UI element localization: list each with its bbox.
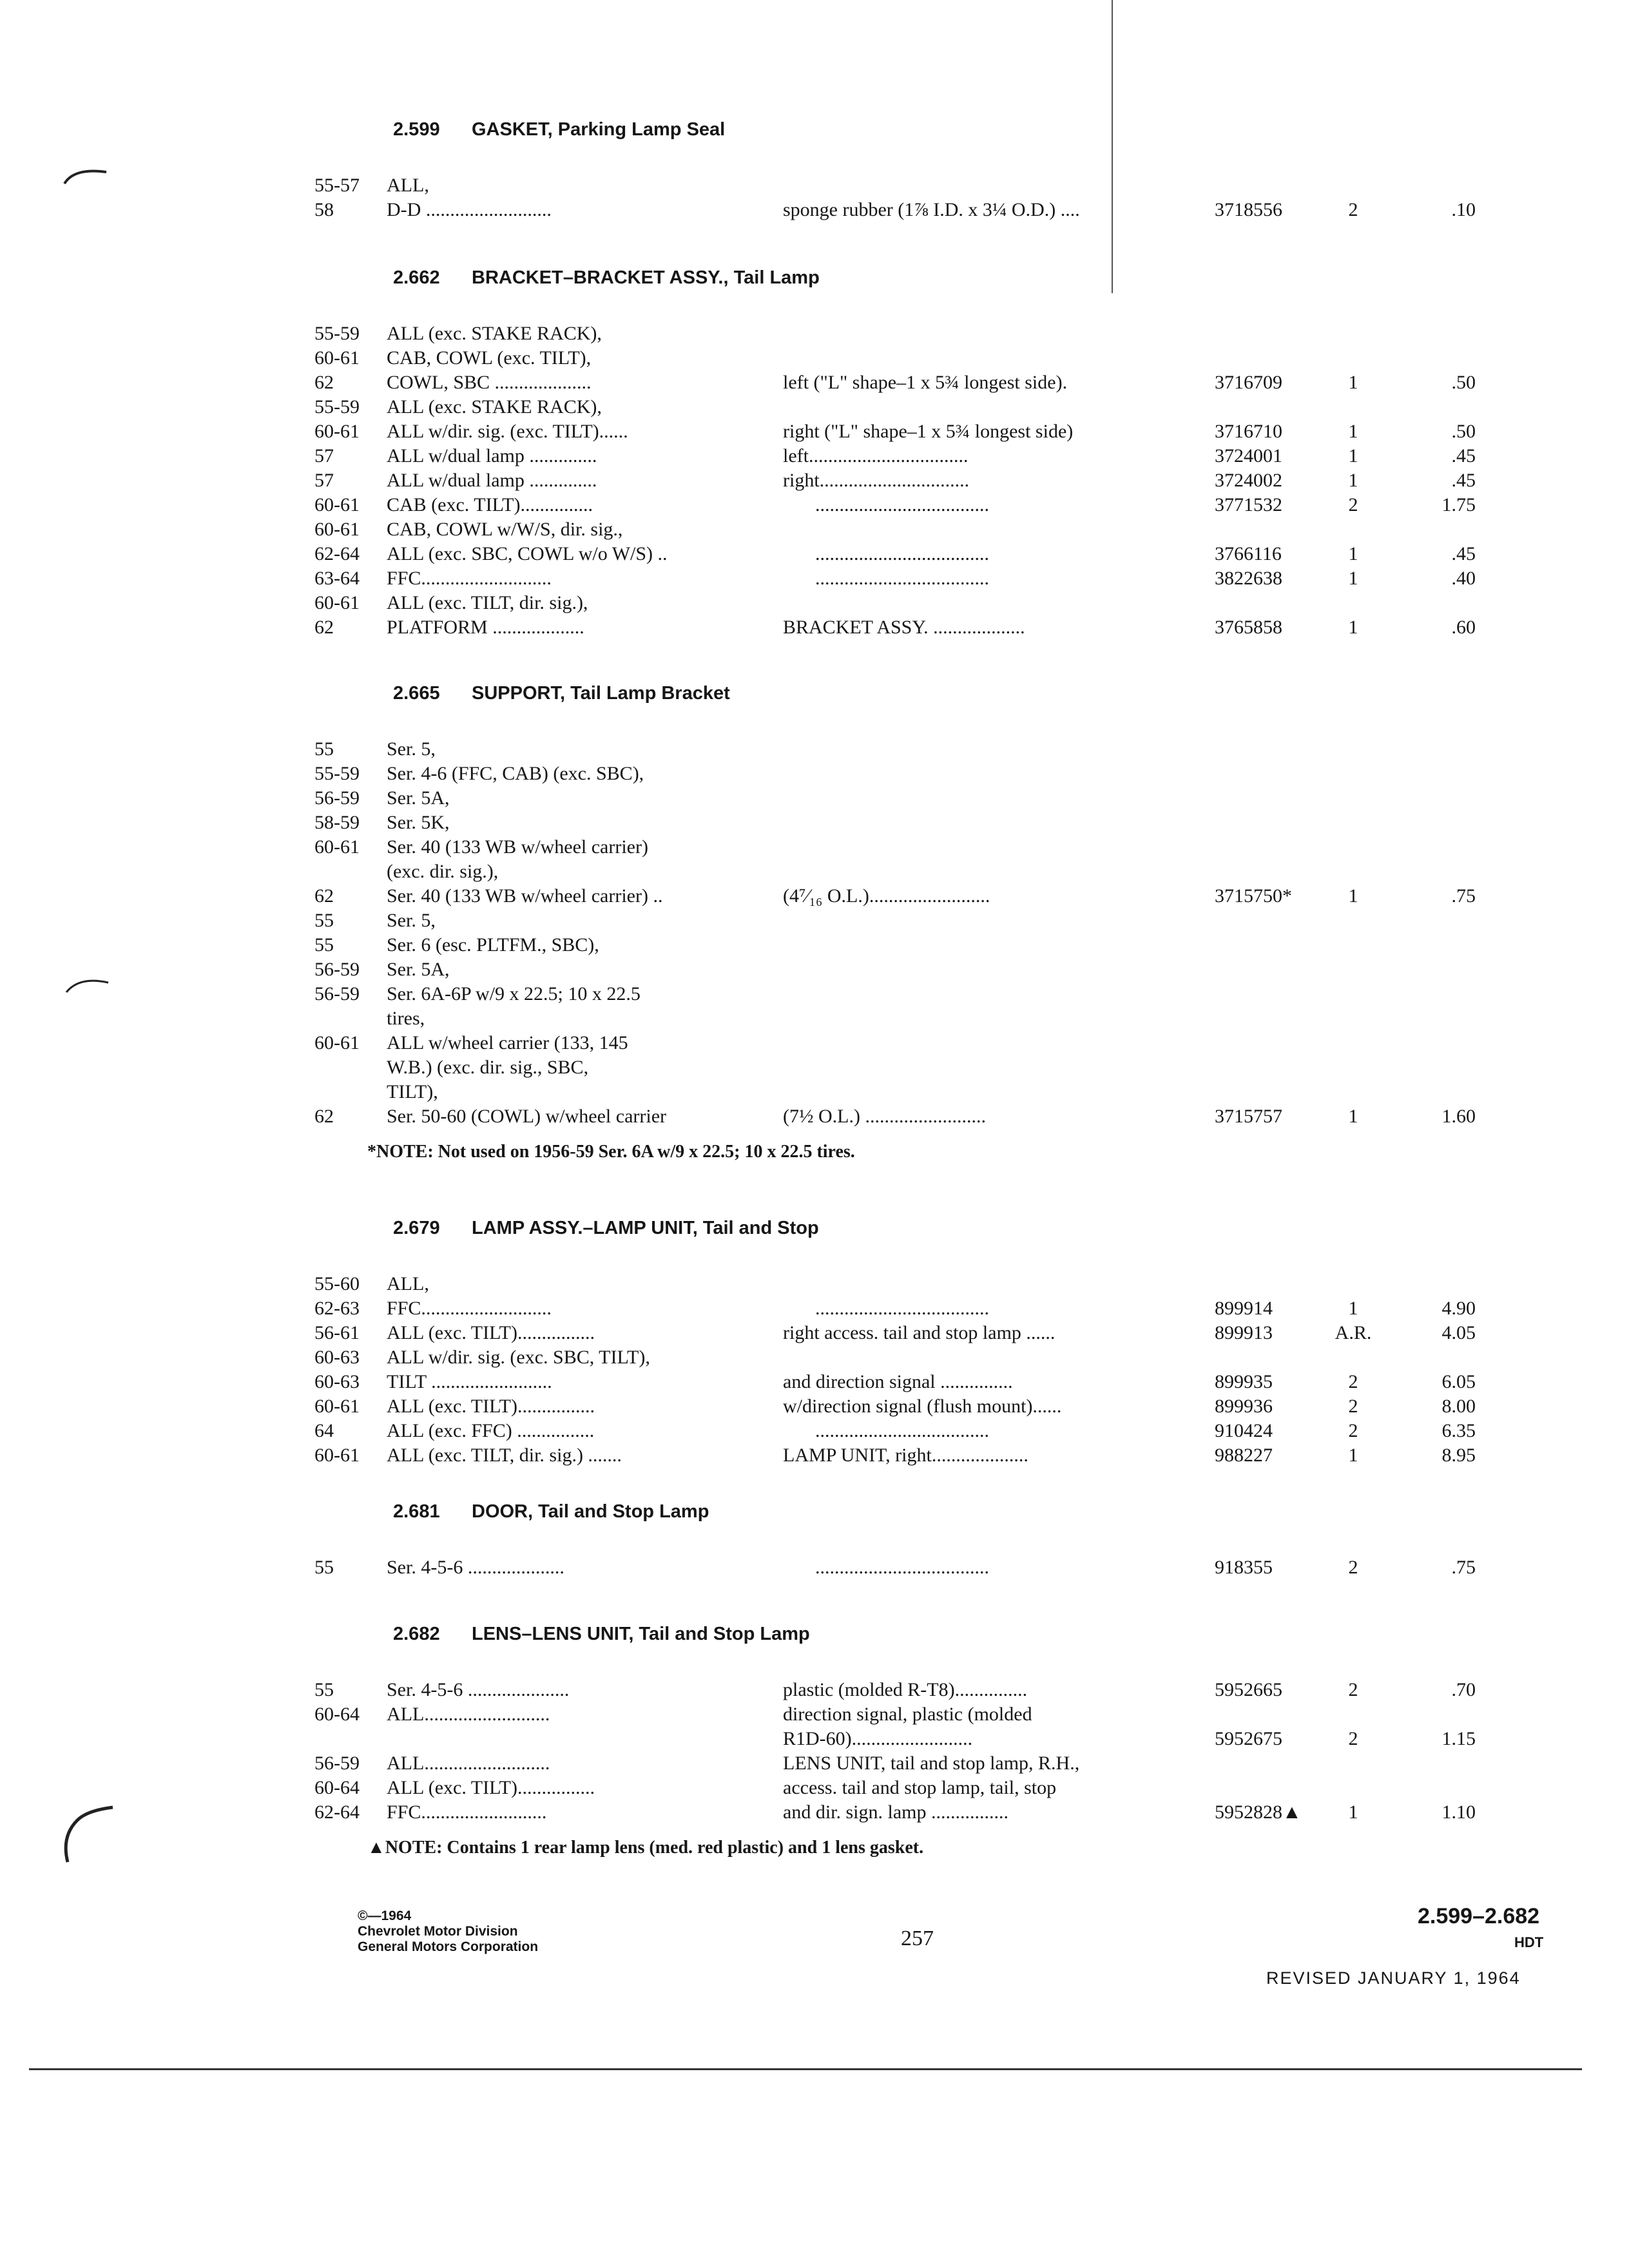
- application: CAB (exc. TILT)...............: [387, 494, 593, 515]
- description: ....................................: [815, 1557, 989, 1578]
- parts-row: [309, 1008, 1566, 1032]
- quantity: 2: [1348, 494, 1358, 515]
- section-note: ▲NOTE: Contains 1 rear lamp lens (med. red plastic) and 1 lens gasket.: [367, 1838, 924, 1858]
- quantity: 2: [1348, 1396, 1358, 1417]
- page-bottom-rule: [29, 2068, 1582, 2070]
- model-years: 62-64: [314, 1802, 360, 1823]
- model-years: 63-64: [314, 568, 360, 589]
- description: direction signal, plastic (molded: [783, 1704, 1032, 1725]
- parts-row: [309, 836, 1566, 861]
- application: TILT .........................: [387, 1371, 552, 1392]
- catalog-code: HDT: [1514, 1934, 1544, 1950]
- description: right access. tail and stop lamp ......: [783, 1322, 1055, 1343]
- section-title: BRACKET–BRACKET ASSY., Tail Lamp: [472, 267, 820, 288]
- copyright-line: Chevrolet Motor Division: [358, 1924, 518, 1939]
- model-years: 56-59: [314, 787, 360, 809]
- model-years: 58-59: [314, 812, 360, 833]
- model-years: 60-61: [314, 592, 360, 613]
- revision-date: REVISED JANUARY 1, 1964: [1266, 1968, 1521, 1988]
- parts-row: [309, 494, 1566, 519]
- model-years: 60-61: [314, 347, 360, 369]
- parts-row: [309, 1273, 1566, 1298]
- model-years: 60-63: [314, 1347, 360, 1368]
- quantity: 1: [1348, 445, 1358, 466]
- description: sponge rubber (1⅞ I.D. x 3¼ O.D.) ....: [783, 199, 1080, 220]
- parts-row: [309, 1753, 1566, 1777]
- application: ALL (exc. STAKE RACK),: [387, 323, 602, 344]
- application: Ser. 5,: [387, 738, 436, 760]
- price: .75: [1451, 885, 1476, 907]
- section-range: 2.599–2.682: [1418, 1904, 1540, 1928]
- price: .60: [1451, 617, 1476, 638]
- part-number: 918355: [1215, 1557, 1273, 1578]
- parts-row: [309, 1322, 1566, 1347]
- part-number: 3766116: [1215, 543, 1282, 564]
- section-number: 2.682: [393, 1624, 440, 1644]
- parts-row: [309, 959, 1566, 983]
- quantity: 2: [1348, 1679, 1358, 1700]
- model-years: 55: [314, 1679, 334, 1700]
- model-years: 55: [314, 1557, 334, 1578]
- section-header: [309, 683, 1566, 722]
- description: ....................................: [815, 1420, 989, 1441]
- quantity: 1: [1348, 885, 1358, 907]
- application: Ser. 6A-6P w/9 x 22.5; 10 x 22.5: [387, 983, 641, 1004]
- section-2-662: [309, 267, 1566, 641]
- model-years: 55-57: [314, 175, 360, 196]
- model-years: 58: [314, 199, 334, 220]
- quantity: 1: [1348, 543, 1358, 564]
- model-years: 56-59: [314, 959, 360, 980]
- description: ....................................: [815, 543, 989, 564]
- section-header: [309, 1501, 1566, 1540]
- part-number: 3822638: [1215, 568, 1282, 589]
- application: PLATFORM ...................: [387, 617, 584, 638]
- parts-row: [309, 421, 1566, 445]
- model-years: 60-61: [314, 1032, 360, 1053]
- quantity: 2: [1348, 1728, 1358, 1749]
- application: ALL w/dir. sig. (exc. TILT)......: [387, 421, 628, 442]
- application: TILT),: [387, 1081, 438, 1102]
- price: .75: [1451, 1557, 1476, 1578]
- parts-row: [309, 1032, 1566, 1057]
- application: Ser. 5K,: [387, 812, 450, 833]
- price: 4.05: [1441, 1322, 1476, 1343]
- description: and direction signal ...............: [783, 1371, 1013, 1392]
- price: .45: [1451, 470, 1476, 491]
- application: ALL w/wheel carrier (133, 145: [387, 1032, 628, 1053]
- model-years: 60-61: [314, 836, 360, 858]
- price: 4.90: [1441, 1298, 1476, 1319]
- application: CAB, COWL (exc. TILT),: [387, 347, 592, 369]
- part-number: 988227: [1215, 1445, 1273, 1466]
- price: 1.10: [1441, 1802, 1476, 1823]
- parts-row: [309, 763, 1566, 787]
- section-header: [309, 1624, 1566, 1662]
- description: access. tail and stop lamp, tail, stop: [783, 1777, 1057, 1798]
- quantity: 2: [1348, 199, 1358, 220]
- parts-row: [309, 738, 1566, 763]
- application: tires,: [387, 1008, 425, 1029]
- application: ALL,: [387, 175, 429, 196]
- price: .45: [1451, 445, 1476, 466]
- description: (4⁷⁄₁₆ O.L.).........................: [783, 885, 990, 907]
- model-years: 60-61: [314, 1396, 360, 1417]
- part-number: 3716710: [1215, 421, 1282, 442]
- footer-copyright: [358, 1908, 538, 1955]
- price: .50: [1451, 372, 1476, 393]
- application: ALL (exc. TILT)................: [387, 1322, 595, 1343]
- application: Ser. 5,: [387, 910, 436, 931]
- price: .70: [1451, 1679, 1476, 1700]
- application: Ser. 5A,: [387, 959, 450, 980]
- price: 1.15: [1441, 1728, 1476, 1749]
- application: W.B.) (exc. dir. sig., SBC,: [387, 1057, 589, 1078]
- price: 1.75: [1441, 494, 1476, 515]
- model-years: 60-61: [314, 421, 360, 442]
- section-title: DOOR, Tail and Stop Lamp: [472, 1501, 709, 1522]
- price: .50: [1451, 421, 1476, 442]
- page-number: 257: [901, 1927, 934, 1950]
- model-years: 55: [314, 910, 334, 931]
- application: Ser. 50-60 (COWL) w/wheel carrier: [387, 1106, 667, 1127]
- application: ALL..........................: [387, 1753, 550, 1774]
- model-years: 62: [314, 617, 334, 638]
- description: ....................................: [815, 1298, 989, 1319]
- section-number: 2.679: [393, 1218, 440, 1238]
- quantity: 1: [1348, 1106, 1358, 1127]
- quantity: 1: [1348, 617, 1358, 638]
- application: ALL..........................: [387, 1704, 550, 1725]
- model-years: 57: [314, 445, 334, 466]
- parts-row: [309, 1081, 1566, 1106]
- margin-mark: [61, 1798, 119, 1869]
- section-title: LENS–LENS UNIT, Tail and Stop Lamp: [472, 1624, 810, 1644]
- application: ALL (exc. SBC, COWL w/o W/S) ..: [387, 543, 668, 564]
- price: 8.95: [1441, 1445, 1476, 1466]
- application: COWL, SBC ....................: [387, 372, 592, 393]
- price: .45: [1451, 543, 1476, 564]
- description: w/direction signal (flush mount)......: [783, 1396, 1062, 1417]
- section-number: 2.681: [393, 1501, 440, 1522]
- price: 6.35: [1441, 1420, 1476, 1441]
- parts-row: [309, 1057, 1566, 1081]
- section-2-682: [309, 1624, 1566, 1858]
- parts-row: [309, 519, 1566, 543]
- model-years: 57: [314, 470, 334, 491]
- section-2-599: [309, 119, 1566, 224]
- application: Ser. 4-5-6 ....................: [387, 1557, 564, 1578]
- price: 8.00: [1441, 1396, 1476, 1417]
- parts-row: [309, 323, 1566, 347]
- model-years: 55: [314, 738, 334, 760]
- application: FFC...........................: [387, 568, 552, 589]
- parts-row: [309, 568, 1566, 592]
- description: ....................................: [815, 494, 989, 515]
- model-years: 55-59: [314, 396, 360, 418]
- parts-row: [309, 1371, 1566, 1396]
- price: 1.60: [1441, 1106, 1476, 1127]
- application: ALL (exc. STAKE RACK),: [387, 396, 602, 418]
- copyright-line: ©—1964: [358, 1908, 412, 1923]
- part-number: 899914: [1215, 1298, 1273, 1319]
- description: right ("L" shape–1 x 5¾ longest side): [783, 421, 1074, 442]
- parts-row: [309, 1420, 1566, 1445]
- parts-row: [309, 787, 1566, 812]
- parts-row: [309, 372, 1566, 396]
- parts-row: [309, 1298, 1566, 1322]
- parts-row: [309, 1557, 1566, 1581]
- model-years: 60-61: [314, 1445, 360, 1466]
- margin-mark: [63, 973, 115, 999]
- model-years: 55-60: [314, 1273, 360, 1294]
- quantity: 1: [1348, 1802, 1358, 1823]
- model-years: 60-64: [314, 1777, 360, 1798]
- model-years: 60-61: [314, 494, 360, 515]
- parts-row: [309, 175, 1566, 199]
- parts-row: [309, 592, 1566, 617]
- parts-row: [309, 617, 1566, 641]
- part-number: 3765858: [1215, 617, 1282, 638]
- description: R1D-60).........................: [783, 1728, 973, 1749]
- quantity: 1: [1348, 1298, 1358, 1319]
- parts-row: [309, 445, 1566, 470]
- quantity: A.R.: [1335, 1322, 1372, 1343]
- quantity: 1: [1348, 568, 1358, 589]
- section-header: [309, 119, 1566, 158]
- quantity: 2: [1348, 1371, 1358, 1392]
- parts-row: [309, 934, 1566, 959]
- model-years: 55-59: [314, 763, 360, 784]
- application: CAB, COWL w/W/S, dir. sig.,: [387, 519, 623, 540]
- application: ALL w/dual lamp ..............: [387, 470, 597, 491]
- price: .10: [1451, 199, 1476, 220]
- application: Ser. 40 (133 WB w/wheel carrier): [387, 836, 648, 858]
- parts-row: [309, 1704, 1566, 1728]
- quantity: 2: [1348, 1557, 1358, 1578]
- section-title: SUPPORT, Tail Lamp Bracket: [472, 683, 730, 704]
- model-years: 62: [314, 372, 334, 393]
- part-number: 3771532: [1215, 494, 1282, 515]
- model-years: 55-59: [314, 323, 360, 344]
- section-2-681: [309, 1501, 1566, 1581]
- description: right...............................: [783, 470, 970, 491]
- application: D-D ..........................: [387, 199, 552, 220]
- parts-row: [309, 1802, 1566, 1826]
- parts-row: [309, 983, 1566, 1008]
- part-number: 3715757: [1215, 1106, 1282, 1127]
- description: (7½ O.L.) .........................: [783, 1106, 986, 1127]
- quantity: 2: [1348, 1420, 1358, 1441]
- application: (exc. dir. sig.),: [387, 861, 499, 882]
- application: ALL (exc. TILT)................: [387, 1777, 595, 1798]
- part-number: 3724002: [1215, 470, 1282, 491]
- parts-row: [309, 1777, 1566, 1802]
- section-2-679: [309, 1218, 1566, 1469]
- application: Ser. 5A,: [387, 787, 450, 809]
- model-years: 55: [314, 934, 334, 956]
- parts-row: [309, 199, 1566, 224]
- part-number: 899936: [1215, 1396, 1273, 1417]
- parts-row: [309, 861, 1566, 885]
- section-number: 2.665: [393, 683, 440, 704]
- parts-row: [309, 470, 1566, 494]
- application: ALL (exc. TILT, dir. sig.) .......: [387, 1445, 622, 1466]
- price: .40: [1451, 568, 1476, 589]
- application: Ser. 40 (133 WB w/wheel carrier) ..: [387, 885, 663, 907]
- application: Ser. 4-6 (FFC, CAB) (exc. SBC),: [387, 763, 644, 784]
- part-number: 5952828▲: [1215, 1802, 1302, 1823]
- section-2-665: [309, 683, 1566, 1162]
- part-number: 899913: [1215, 1322, 1273, 1343]
- parts-row: [309, 347, 1566, 372]
- application: ALL w/dir. sig. (exc. SBC, TILT),: [387, 1347, 650, 1368]
- application: Ser. 6 (esc. PLTFM., SBC),: [387, 934, 599, 956]
- description: left ("L" shape–1 x 5¾ longest side).: [783, 372, 1068, 393]
- parts-row: [309, 1728, 1566, 1753]
- part-number: 5952665: [1215, 1679, 1282, 1700]
- parts-row: [309, 1347, 1566, 1371]
- section-number: 2.599: [393, 119, 440, 140]
- price: 6.05: [1441, 1371, 1476, 1392]
- part-number: 3715750*: [1215, 885, 1292, 907]
- application: FFC..........................: [387, 1802, 547, 1823]
- application: ALL w/dual lamp ..............: [387, 445, 597, 466]
- application: ALL (exc. TILT)................: [387, 1396, 595, 1417]
- parts-row: [309, 1445, 1566, 1469]
- margin-mark: [61, 164, 113, 203]
- description: LENS UNIT, tail and stop lamp, R.H.,: [783, 1753, 1080, 1774]
- section-note: *NOTE: Not used on 1956-59 Ser. 6A w/9 x 22.5; 10 x 22.5 tires.: [367, 1142, 855, 1162]
- application: ALL,: [387, 1273, 429, 1294]
- quantity: 1: [1348, 421, 1358, 442]
- description: BRACKET ASSY. ...................: [783, 617, 1025, 638]
- description: plastic (molded R-T8)...............: [783, 1679, 1028, 1700]
- parts-row: [309, 543, 1566, 568]
- description: ....................................: [815, 568, 989, 589]
- application: Ser. 4-5-6 .....................: [387, 1679, 570, 1700]
- model-years: 62-63: [314, 1298, 360, 1319]
- quantity: 1: [1348, 1445, 1358, 1466]
- part-number: 3718556: [1215, 199, 1282, 220]
- model-years: 64: [314, 1420, 334, 1441]
- parts-row: [309, 1396, 1566, 1420]
- section-header: [309, 1218, 1566, 1256]
- parts-row: [309, 885, 1566, 910]
- section-header: [309, 267, 1566, 306]
- parts-row: [309, 1106, 1566, 1130]
- section-title: GASKET, Parking Lamp Seal: [472, 119, 726, 140]
- model-years: 60-61: [314, 519, 360, 540]
- quantity: 1: [1348, 372, 1358, 393]
- parts-row: [309, 812, 1566, 836]
- parts-row: [309, 910, 1566, 934]
- description: LAMP UNIT, right....................: [783, 1445, 1028, 1466]
- quantity: 1: [1348, 470, 1358, 491]
- model-years: 60-63: [314, 1371, 360, 1392]
- parts-row: [309, 1679, 1566, 1704]
- model-years: 56-59: [314, 983, 360, 1004]
- model-years: 62: [314, 885, 334, 907]
- description: left.................................: [783, 445, 969, 466]
- application: FFC...........................: [387, 1298, 552, 1319]
- section-number: 2.662: [393, 267, 440, 288]
- part-number: 5952675: [1215, 1728, 1282, 1749]
- model-years: 62: [314, 1106, 334, 1127]
- description: and dir. sign. lamp ................: [783, 1802, 1008, 1823]
- model-years: 62-64: [314, 543, 360, 564]
- parts-row: [309, 396, 1566, 421]
- application: ALL (exc. TILT, dir. sig.),: [387, 592, 588, 613]
- application: ALL (exc. FFC) ................: [387, 1420, 595, 1441]
- part-number: 899935: [1215, 1371, 1273, 1392]
- part-number: 910424: [1215, 1420, 1273, 1441]
- part-number: 3716709: [1215, 372, 1282, 393]
- model-years: 56-59: [314, 1753, 360, 1774]
- model-years: 56-61: [314, 1322, 360, 1343]
- section-title: LAMP ASSY.–LAMP UNIT, Tail and Stop: [472, 1218, 819, 1238]
- part-number: 3724001: [1215, 445, 1282, 466]
- copyright-line: General Motors Corporation: [358, 1939, 539, 1954]
- model-years: 60-64: [314, 1704, 360, 1725]
